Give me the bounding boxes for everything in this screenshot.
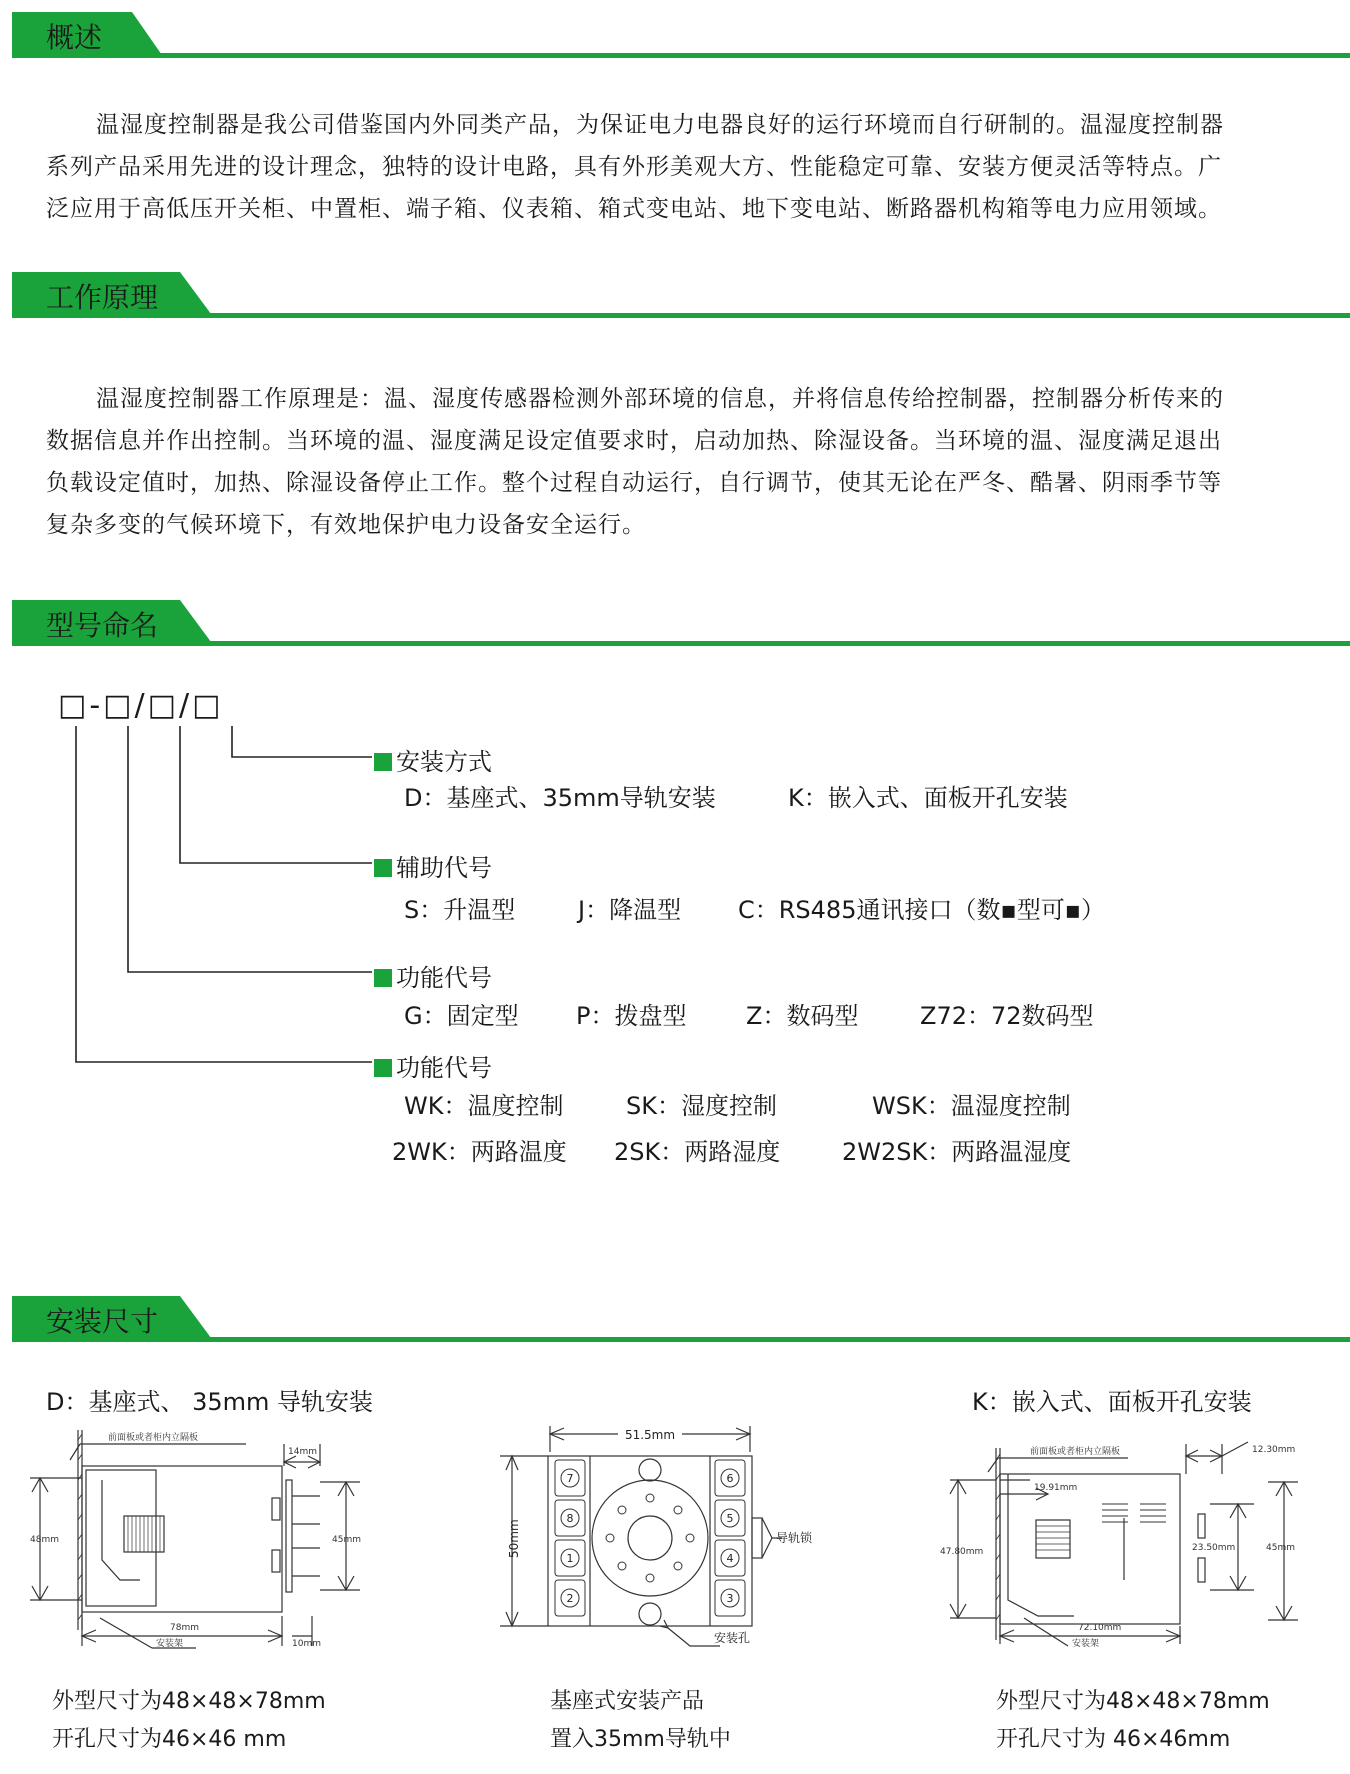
option-WK: WK：温度控制 — [404, 1092, 564, 1120]
install-right-heading: K：嵌入式、面板开孔安装 — [972, 1388, 1252, 1416]
section-header-naming — [0, 600, 1350, 650]
section-header-install — [0, 1296, 1350, 1346]
option-S: S：升温型 — [404, 896, 516, 924]
label-panel: 前面板或者柜内立隔板 — [1030, 1447, 1121, 1457]
label-mount-hole: 安装孔 — [714, 1631, 751, 1645]
label-72-10mm: 72.10mm — [1078, 1623, 1122, 1633]
option-J: J：降温型 — [578, 896, 682, 924]
middle-caption-2: 置入35mm导轨中 — [550, 1727, 731, 1752]
pin-5: 5 — [726, 1512, 734, 1525]
naming-group-function2-label: 功能代号 — [374, 1048, 492, 1083]
label-12-30mm: 12.30mm — [1252, 1445, 1296, 1455]
green-square-bullet — [374, 1059, 392, 1077]
option-WSK: WSK：温湿度控制 — [872, 1092, 1071, 1120]
section-rule — [12, 313, 1350, 318]
naming-group-install-label: 安装方式 — [374, 742, 492, 777]
option-Z: Z：数码型 — [746, 1002, 859, 1030]
naming-group-function-label: 功能代号 — [374, 958, 492, 993]
right-caption-cutout: 开孔尺寸为 46×46mm — [996, 1727, 1231, 1752]
principle-paragraph: 温湿度控制器工作原理是：温、湿度传感器检测外部环境的信息，并将信息传给控制器，控制器分析传来的数据信息并作出控制。当环境的温、湿度满足设定值要求时，启动加热、除湿设备。当环境的温、湿度满足退出负载设定值时，加热、除湿设备停止工作。整个过程自动运行，自行调节，使其无论在严冬、酷暑、阴雨季节等复杂多变的气候环境下，有效地保护电力设备安全运行。 — [46, 386, 1224, 538]
left-caption-cutout: 开孔尺寸为46×46 mm — [52, 1727, 287, 1752]
option-G: G：固定型 — [404, 1002, 519, 1030]
option-K: K：嵌入式、面板开孔安装 — [788, 784, 1068, 812]
label-bracket: 安装架 — [156, 1639, 184, 1649]
option-C: C：RS485通讯接口（数▪型可▪） — [738, 896, 1106, 924]
label-10mm: 10mm — [292, 1639, 321, 1649]
label-48mm: 48mm — [30, 1535, 59, 1545]
pin-1: 1 — [566, 1552, 574, 1565]
label-bracket: 安装架 — [1072, 1639, 1100, 1649]
section-header-principle — [0, 272, 1350, 322]
option-D: D：基座式、35mm导轨安装 — [404, 784, 716, 812]
label-47-80mm: 47.80mm — [940, 1547, 984, 1557]
label-51-5mm: 51.5mm — [624, 1428, 676, 1442]
section-rule — [12, 1337, 1350, 1342]
section-title: 型号命名 — [46, 609, 159, 642]
pin-2: 2 — [566, 1592, 574, 1605]
model-pattern: □-□/□/□ — [58, 688, 224, 723]
right-caption-outer: 外型尺寸为48×48×78mm — [996, 1689, 1270, 1714]
label-45mm: 45mm — [1266, 1543, 1295, 1553]
section-title: 概述 — [46, 21, 103, 54]
left-caption-outer: 外型尺寸为48×48×78mm — [52, 1689, 326, 1714]
option-2WK: 2WK：两路温度 — [392, 1138, 567, 1166]
naming-group-aux-label: 辅助代号 — [374, 848, 492, 883]
pin-3: 3 — [726, 1592, 734, 1605]
option-Z72: Z72：72数码型 — [920, 1002, 1094, 1030]
option-2W2SK: 2W2SK：两路温湿度 — [842, 1138, 1072, 1166]
install-left-heading: D：基座式、 35mm 导轨安装 — [46, 1388, 374, 1416]
option-P: P：拨盘型 — [576, 1002, 687, 1030]
section-rule — [12, 641, 1350, 646]
pin-4: 4 — [726, 1552, 734, 1565]
section-title: 安装尺寸 — [46, 1305, 159, 1338]
label-19-91mm: 19.91mm — [1034, 1483, 1078, 1493]
middle-caption-1: 基座式安装产品 — [550, 1689, 705, 1714]
pin-8: 8 — [566, 1512, 574, 1525]
option-2SK: 2SK：两路湿度 — [614, 1138, 781, 1166]
pin-6: 6 — [726, 1472, 734, 1485]
option-SK: SK：湿度控制 — [626, 1092, 777, 1120]
label-14mm: 14mm — [288, 1447, 317, 1457]
overview-paragraph: 温湿度控制器是我公司借鉴国内外同类产品，为保证电力电器良好的运行环境而自行研制的。温湿度控制器系列产品采用先进的设计理念，独特的设计电路，具有外形美观大方、性能稳定可靠、安装方便灵活等特点。广泛应用于高低压开关柜、中置柜、端子箱、仪表箱、箱式变电站、地下变电站、断路器机构箱等电力应用领域。 — [46, 112, 1224, 222]
green-square-bullet — [374, 969, 392, 987]
label-78mm: 78mm — [170, 1623, 199, 1633]
section-header-overview — [0, 12, 1350, 62]
label-45mm: 45mm — [332, 1535, 361, 1545]
label-50mm: 50mm — [507, 1519, 521, 1558]
section-rule — [12, 53, 1350, 58]
green-square-bullet — [374, 753, 392, 771]
label-panel: 前面板或者柜内立隔板 — [108, 1433, 199, 1443]
section-title: 工作原理 — [46, 281, 159, 314]
naming-connector-lines — [0, 720, 380, 1070]
label-23-50mm: 23.50mm — [1192, 1543, 1236, 1553]
pin-7: 7 — [566, 1472, 574, 1485]
right-dimension-drawing — [938, 1430, 1338, 1650]
green-square-bullet — [374, 859, 392, 877]
middle-base-drawing — [490, 1418, 850, 1658]
label-rail-lock: 导轨锁 — [776, 1531, 813, 1545]
left-dimension-drawing — [20, 1420, 420, 1650]
